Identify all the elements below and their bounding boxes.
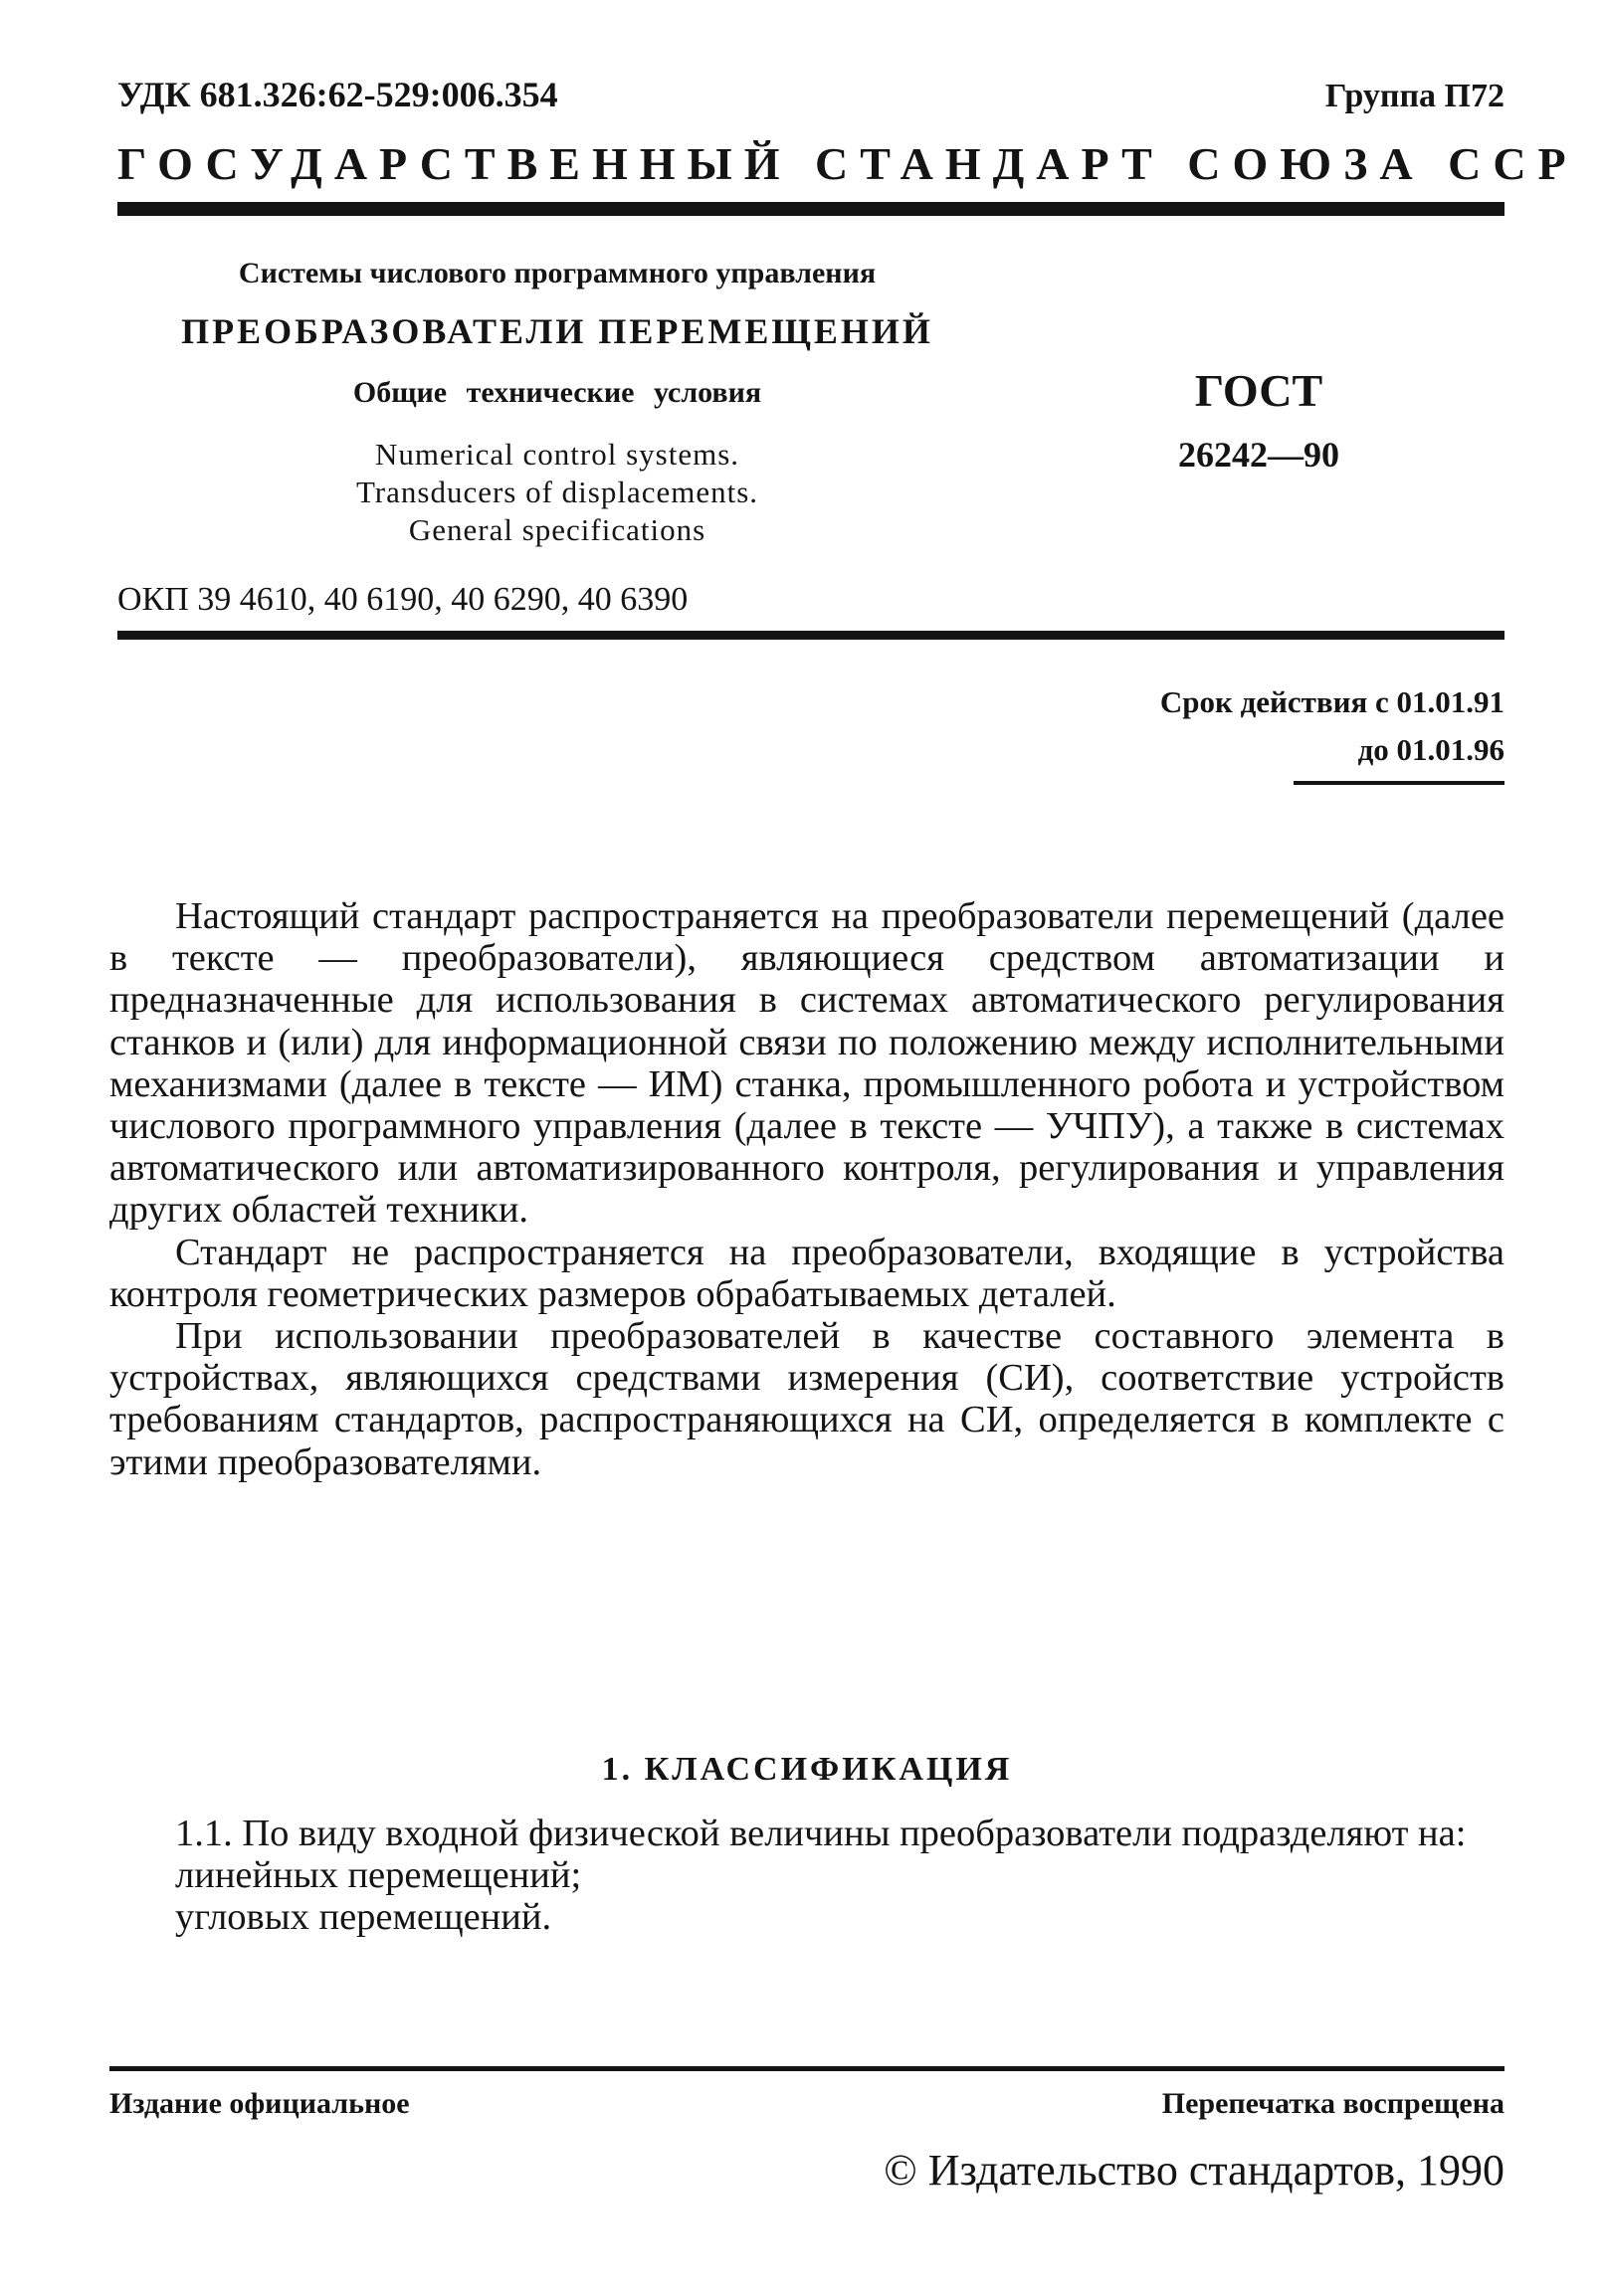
english-title-line: Transducers of displacements. [355, 475, 759, 509]
reprint-notice: Перепечатка воспрещена [1161, 2087, 1504, 2120]
list-item: угловых перемещений. [175, 1896, 552, 1939]
english-title-line: Numerical control systems. [374, 437, 740, 472]
group-code: Группа П72 [1324, 78, 1504, 114]
clause-text [109, 1813, 1504, 1939]
validity-underline [1294, 781, 1504, 785]
state-standard-banner: ГОСУДАРСТВЕННЫЙ СТАНДАРТ СОЮЗА ССР [117, 138, 1578, 189]
english-title-line: General specifications [408, 512, 706, 547]
udk-code: УДК 681.326:62-529:006.354 [117, 75, 558, 114]
body-paragraph: При использовании преобразователей в качестве составного элемента в устройствах, являющихся средствами измерения (СИ), соответствие устройств требованиям стандартов, распространяющихся на СИ, определяется в комплекте с этими преобразователями. [109, 1315, 1504, 1483]
body-text [109, 895, 1504, 1483]
system-name: Системы числового программного управления [238, 257, 877, 289]
gost-number: 26242—90 [1178, 435, 1339, 475]
official-edition: Издание официальное [109, 2087, 410, 2120]
gost-label: ГОСТ [1194, 365, 1323, 416]
body-paragraph: Стандарт не распространяется на преобразователи, входящие в устройства контроля геометрических размеров обрабатываемых деталей. [109, 1231, 1504, 1315]
validity-from: Срок действия с 01.01.91 [1159, 684, 1504, 719]
body-paragraph: Настоящий стандарт распространяется на преобразователи перемещений (далее в тексте — преобразователи), являющиеся средством автоматизации и предназначенные для использования в системах автоматического регулирования станков и (или) для информационной связи по положению между исполнительными механизмами (далее в тексте — ИМ) станка, промышленного робота и устройством числового программного управления (далее в тексте — УЧПУ), а также в системах автоматического или автоматизированного контроля, регулирования и управления других областей техники. [109, 895, 1504, 1232]
document-title: ПРЕОБРАЗОВАТЕЛИ ПЕРЕМЕЩЕНИЙ [181, 311, 933, 351]
okp-codes: ОКП 39 4610, 40 6190, 40 6290, 40 6390 [117, 581, 689, 618]
title-divider [117, 631, 1504, 640]
footer-divider [109, 2066, 1504, 2071]
document-subtitle: Общие технические условия [352, 376, 762, 409]
clause-1-1: 1.1. По виду входной физической величины преобразователи подразделяют на: [175, 1813, 1467, 1854]
list-item: линейных перемещений; [175, 1854, 582, 1897]
english-title [159, 436, 955, 549]
header-divider [117, 202, 1504, 216]
section-heading: 1. КЛАССИФИКАЦИЯ [601, 1751, 1013, 1788]
copyright-notice: © Издательство стандартов, 1990 [884, 2146, 1504, 2195]
validity-to: до 01.01.96 [1357, 732, 1504, 767]
